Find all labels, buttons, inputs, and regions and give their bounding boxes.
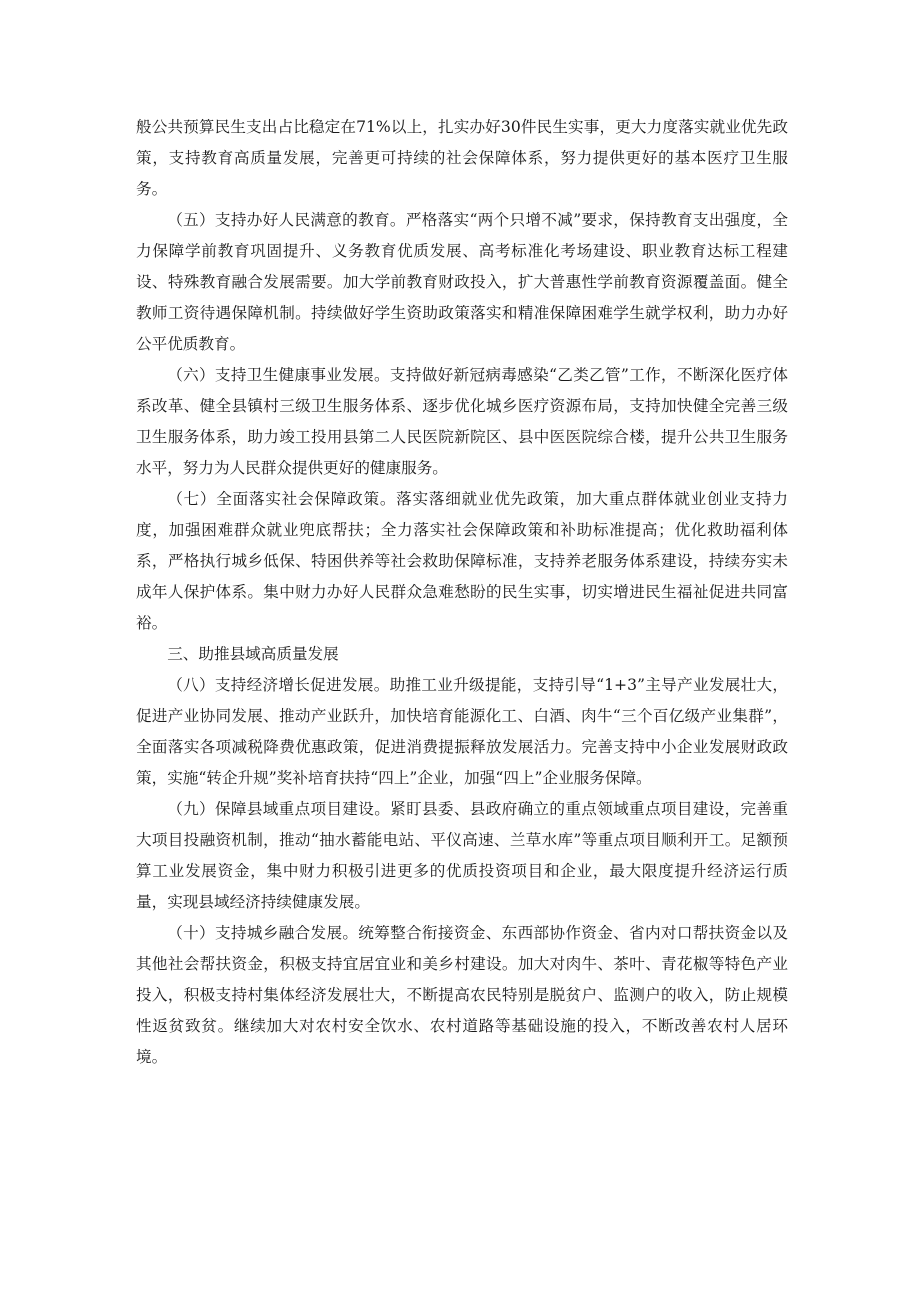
paragraph-key-projects: （九）保障县域重点项目建设。紧盯县委、县政府确立的重点领域重点项目建设，完善重大项目投融资机制，推动“抽水蓄能电站、平仪高速、兰草水库”等重点项目顺利开工。足额预算工业发展资金，集中财力积极引进更多的优质投资项目和企业，最大限度提升经济运行质量，实现县域经济持续健康发展。: [136, 800, 788, 911]
paragraph-health: （六）支持卫生健康事业发展。支持做好新冠病毒感染“乙类乙管”工作，不断深化医疗体系改革、健全县镇村三级卫生服务体系、逐步优化城乡医疗资源布局，支持加快健全完善三级卫生服务体系，助力竣工投用县第二人民医院新院区、县中医医院综合楼，提升公共卫生服务水平，努力为人民群众提供更好的健康服务。: [136, 366, 788, 477]
paragraph-education: （五）支持办好人民满意的教育。严格落实“两个只增不减”要求，保持教育支出强度，全力保障学前教育巩固提升、义务教育优质发展、高考标准化考场建设、职业教育达标工程建设、特殊教育融合发展需要。加大学前教育财政投入，扩大普惠性学前教育资源覆盖面。健全教师工资待遇保障机制。持续做好学生资助政策落实和精准保障困难学生就学权利，助力办好公平优质教育。: [136, 211, 788, 353]
section-heading-county-development: 三、助推县域高质量发展: [167, 645, 339, 663]
paragraph-social-security: （七）全面落实社会保障政策。落实落细就业优先政策，加大重点群体就业创业支持力度，加强困难群众就业兜底帮扶；全力落实社会保障政策和补助标准提高；优化救助福利体系，严格执行城乡低保、特困供养等社会救助保障标准，支持养老服务体系建设，持续夯实未成年人保护体系。集中财力办好人民群众急难愁盼的民生实事，切实增进民生福祉促进共同富裕。: [136, 490, 788, 632]
document-page: [136, 112, 788, 1073]
paragraph-urban-rural: （十）支持城乡融合发展。统筹整合衔接资金、东西部协作资金、省内对口帮扶资金以及其他社会帮扶资金，积极支持宜居宜业和美乡村建设。加大对肉牛、茶叶、青花椒等特色产业投入，积极支持村集体经济发展壮大，不断提高农民特别是脱贫户、监测户的收入，防止规模性返贫致贫。继续加大对农村安全饮水、农村道路等基础设施的投入，不断改善农村人居环境。: [136, 924, 788, 1066]
paragraph-economic-growth: （八）支持经济增长促进发展。助推工业升级提能，支持引导“1+3”主导产业发展壮大，促进产业协同发展、推动产业跃升，加快培育能源化工、白酒、肉牛“三个百亿级产业集群”，全面落实各项减税降费优惠政策，促进消费提振释放发展活力。完善支持中小企业发展财政政策，实施“转企升规”奖补培育扶持“四上”企业，加强“四上”企业服务保障。: [136, 676, 788, 787]
paragraph-continuation: 般公共预算民生支出占比稳定在71%以上，扎实办好30件民生实事，更大力度落实就业优先政策，支持教育高质量发展，完善更可持续的社会保障体系，努力提供更好的基本医疗卫生服务。: [136, 118, 788, 198]
